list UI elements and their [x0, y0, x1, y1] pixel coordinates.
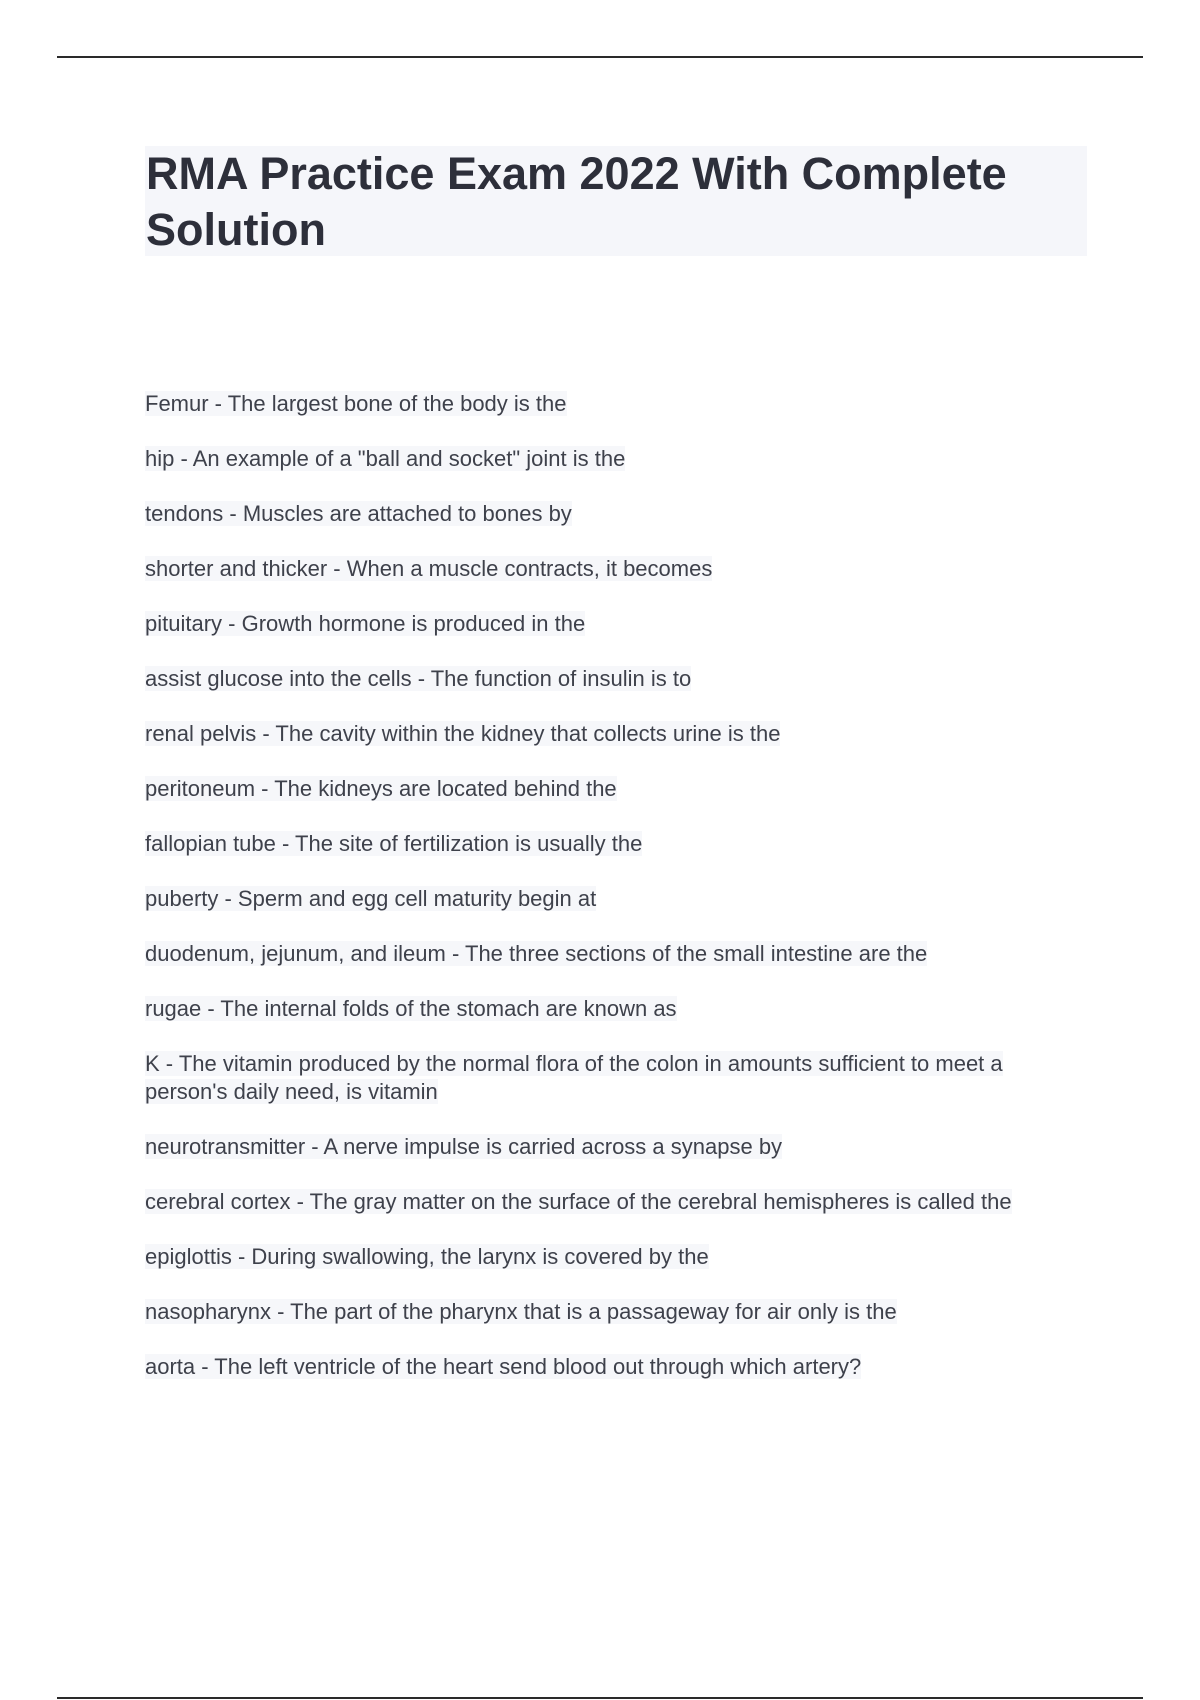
qa-text: epiglottis - During swallowing, the larynx is covered by the: [145, 1244, 709, 1269]
qa-item: [145, 830, 1085, 858]
qa-text: aorta - The left ventricle of the heart send blood out through which artery?: [145, 1354, 862, 1379]
qa-item: [145, 500, 1085, 528]
qa-text: puberty - Sperm and egg cell maturity begin at: [145, 886, 597, 911]
qa-item: [145, 1243, 1085, 1271]
qa-text: tendons - Muscles are attached to bones by: [145, 501, 572, 526]
qa-item: [145, 555, 1085, 583]
qa-item: [145, 720, 1085, 748]
qa-item: [145, 1298, 1085, 1326]
qa-text: neurotransmitter - A nerve impulse is carried across a synapse by: [145, 1134, 783, 1159]
qa-text: peritoneum - The kidneys are located behind the: [145, 776, 617, 801]
qa-item: [145, 1133, 1085, 1161]
qa-item: [145, 610, 1085, 638]
qa-item: [145, 885, 1085, 913]
qa-text: Femur - The largest bone of the body is the: [145, 391, 567, 416]
qa-text: duodenum, jejunum, and ileum - The three sections of the small intestine are the: [145, 941, 928, 966]
qa-item: [145, 445, 1085, 473]
qa-item: [145, 940, 1085, 968]
footer-rule: [57, 1697, 1143, 1699]
qa-text: hip - An example of a "ball and socket" joint is the: [145, 446, 626, 471]
qa-text: nasopharynx - The part of the pharynx that is a passageway for air only is the: [145, 1299, 897, 1324]
qa-item: [145, 665, 1085, 693]
qa-text: assist glucose into the cells - The function of insulin is to: [145, 666, 692, 691]
qa-text: rugae - The internal folds of the stomach are known as: [145, 996, 677, 1021]
qa-text: renal pelvis - The cavity within the kidney that collects urine is the: [145, 721, 781, 746]
qa-text: fallopian tube - The site of fertilization is usually the: [145, 831, 643, 856]
qa-text: shorter and thicker - When a muscle contracts, it becomes: [145, 556, 713, 581]
qa-item: [145, 995, 1085, 1023]
qa-text: cerebral cortex - The gray matter on the surface of the cerebral hemispheres is called the: [145, 1189, 1012, 1214]
qa-list: [145, 390, 1085, 1408]
qa-item: [145, 390, 1085, 418]
qa-item: [145, 1188, 1085, 1216]
qa-item: [145, 1050, 1085, 1106]
header-rule: [57, 56, 1143, 58]
qa-item: [145, 775, 1085, 803]
qa-text: K - The vitamin produced by the normal flora of the colon in amounts sufficient to meet a person's daily need, is vitamin: [145, 1051, 1003, 1104]
title-block: [145, 146, 1087, 256]
qa-text: pituitary - Growth hormone is produced in the: [145, 611, 586, 636]
page-title: RMA Practice Exam 2022 With Complete Solution: [146, 148, 1007, 255]
qa-item: [145, 1353, 1085, 1381]
